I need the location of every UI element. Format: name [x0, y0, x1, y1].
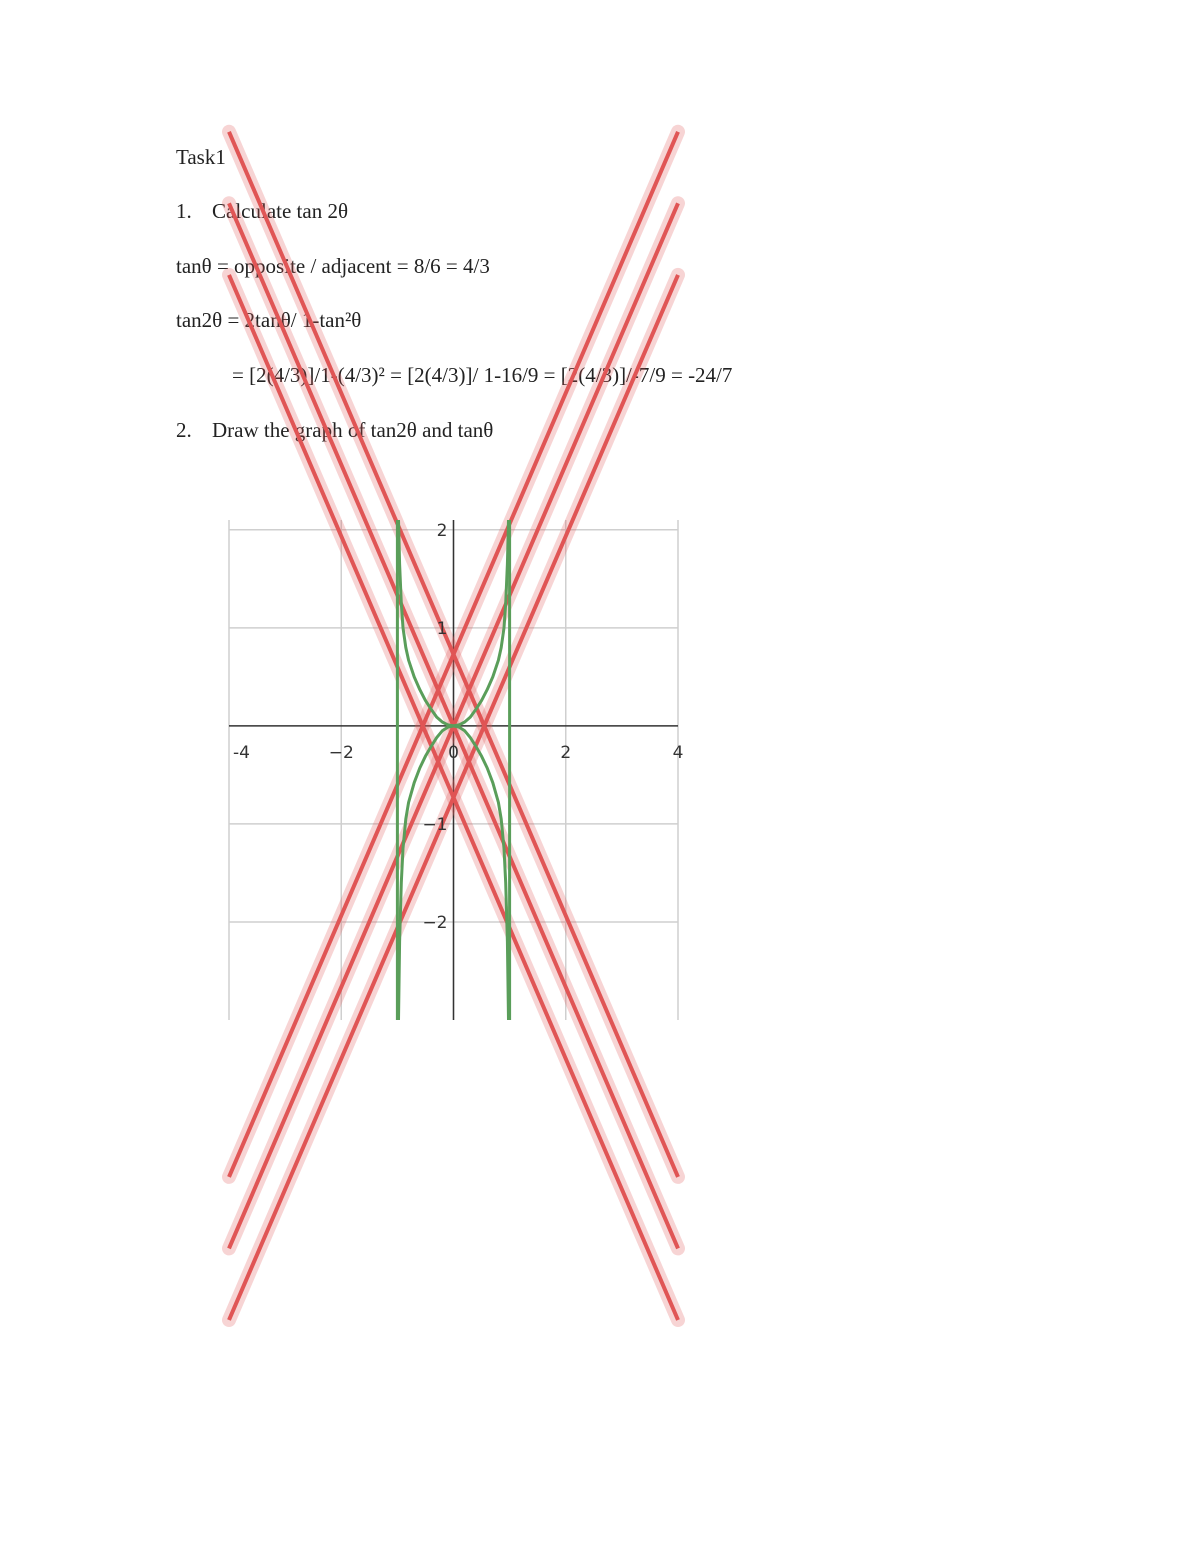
- y-tick-label: 1: [436, 618, 448, 639]
- x-tick-label: 2: [560, 742, 572, 763]
- equation-tan-theta: tanθ = opposite / adjacent = 8/6 = 4/3: [176, 254, 490, 278]
- x-tick-label: 0: [448, 742, 459, 763]
- graph-tan-2theta-and-tan-theta: [229, 520, 684, 1020]
- x-tick-label: -4: [233, 742, 250, 763]
- y-tick-label: −1: [422, 814, 448, 835]
- y-tick-label: −2: [422, 912, 448, 933]
- question-1-text: Calculate tan 2θ: [212, 199, 349, 223]
- task-title: Task1: [176, 145, 226, 169]
- equation-tan-2theta-formula: tan2θ = 2tanθ/ 1-tan²θ: [176, 308, 362, 332]
- question-1-number: 1.: [176, 199, 192, 223]
- question-2-text: Draw the graph of tan2θ and tanθ: [212, 418, 494, 442]
- axes: [229, 520, 678, 1020]
- equation-tan-2theta-result: = [2(4/3)]/1-(4/3)² = [2(4/3)]/ 1-16/9 = [2(4/3)]/-7/9 = -24/7: [232, 363, 733, 387]
- x-tick-label: 4: [672, 742, 684, 763]
- y-tick-label: 2: [436, 520, 448, 541]
- x-tick-label: −2: [328, 742, 354, 763]
- question-2-number: 2.: [176, 418, 192, 442]
